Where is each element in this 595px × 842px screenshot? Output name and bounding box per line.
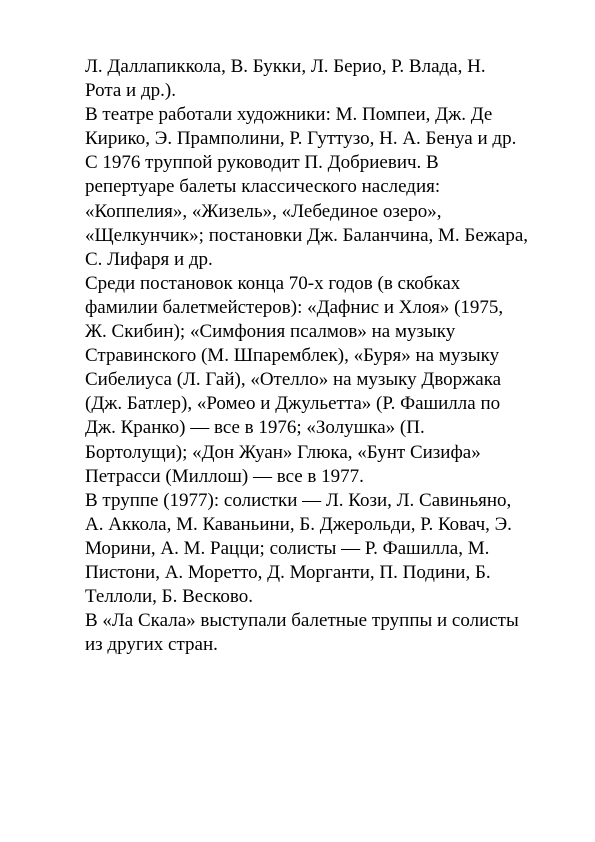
text-line: Кирико, Э. Прамполини, Р. Гуттузо, Н. А. Бенуа и др. bbox=[85, 128, 517, 150]
text-line: Стравинского (М. Шпаремблек), «Буря» на музыку bbox=[85, 345, 500, 367]
text-line: Теллоли, Б. Весково. bbox=[85, 586, 253, 608]
text-line: фамилии балетмейстеров): «Дафнис и Хлоя» (1975, bbox=[85, 296, 504, 318]
text-line: «Коппелия», «Жизель», «Лебединое озеро», bbox=[85, 200, 442, 222]
text-line: «Щелкунчик»; постановки Дж. Баланчина, М. Бежара, bbox=[85, 224, 529, 246]
text-line: С 1976 труппой руководит П. Добриевич. В bbox=[85, 152, 439, 174]
text-line: Рота и др.). bbox=[85, 80, 176, 102]
text-line: В труппе (1977): солистки — Л. Кози, Л. Савиньяно, bbox=[85, 489, 512, 511]
text-line: Л. Даллапиккола, В. Букки, Л. Берио, Р. Влада, Н. bbox=[85, 56, 486, 77]
text-line: А. Акколa, М. Каваньини, Б. Джерольди, Р. Ковач, Э. bbox=[85, 513, 512, 535]
text-line: Бортолущи); «Дон Жуан» Глюка, «Бунт Сизифа» bbox=[85, 441, 481, 463]
text-line: репертуаре балеты классического наследия: bbox=[85, 176, 441, 198]
text-line: Пистони, А. Моретто, Д. Морганти, П. Подини, Б. bbox=[85, 561, 491, 583]
text-line: Среди постановок конца 70-х годов (в скобках bbox=[85, 272, 461, 294]
text-line: Ж. Скибин); «Симфония псалмов» на музыку bbox=[85, 321, 456, 343]
text-line: Дж. Кранко) — все в 1976; «Золушка» (П. bbox=[85, 417, 425, 439]
text-line: Сибелиуса (Л. Гай), «Отелло» на музыку Дворжака bbox=[85, 369, 502, 391]
text-line: Морини, А. М. Рацци; солисты — Р. Фашилла, М. bbox=[85, 537, 490, 559]
text-line: В театре работали художники: М. Помпеи, Дж. Де bbox=[85, 104, 493, 126]
text-line: из других стран. bbox=[85, 634, 218, 656]
text-line: Петрасси (Миллош) — все в 1977. bbox=[85, 465, 364, 487]
text-line: В «Ла Скала» выступали балетные труппы и солисты bbox=[85, 610, 519, 632]
text-line: (Дж. Батлер), «Ромео и Джульетта» (Р. Фашилла по bbox=[85, 393, 501, 415]
text-line: С. Лифаря и др. bbox=[85, 248, 213, 270]
document-body bbox=[85, 55, 545, 657]
